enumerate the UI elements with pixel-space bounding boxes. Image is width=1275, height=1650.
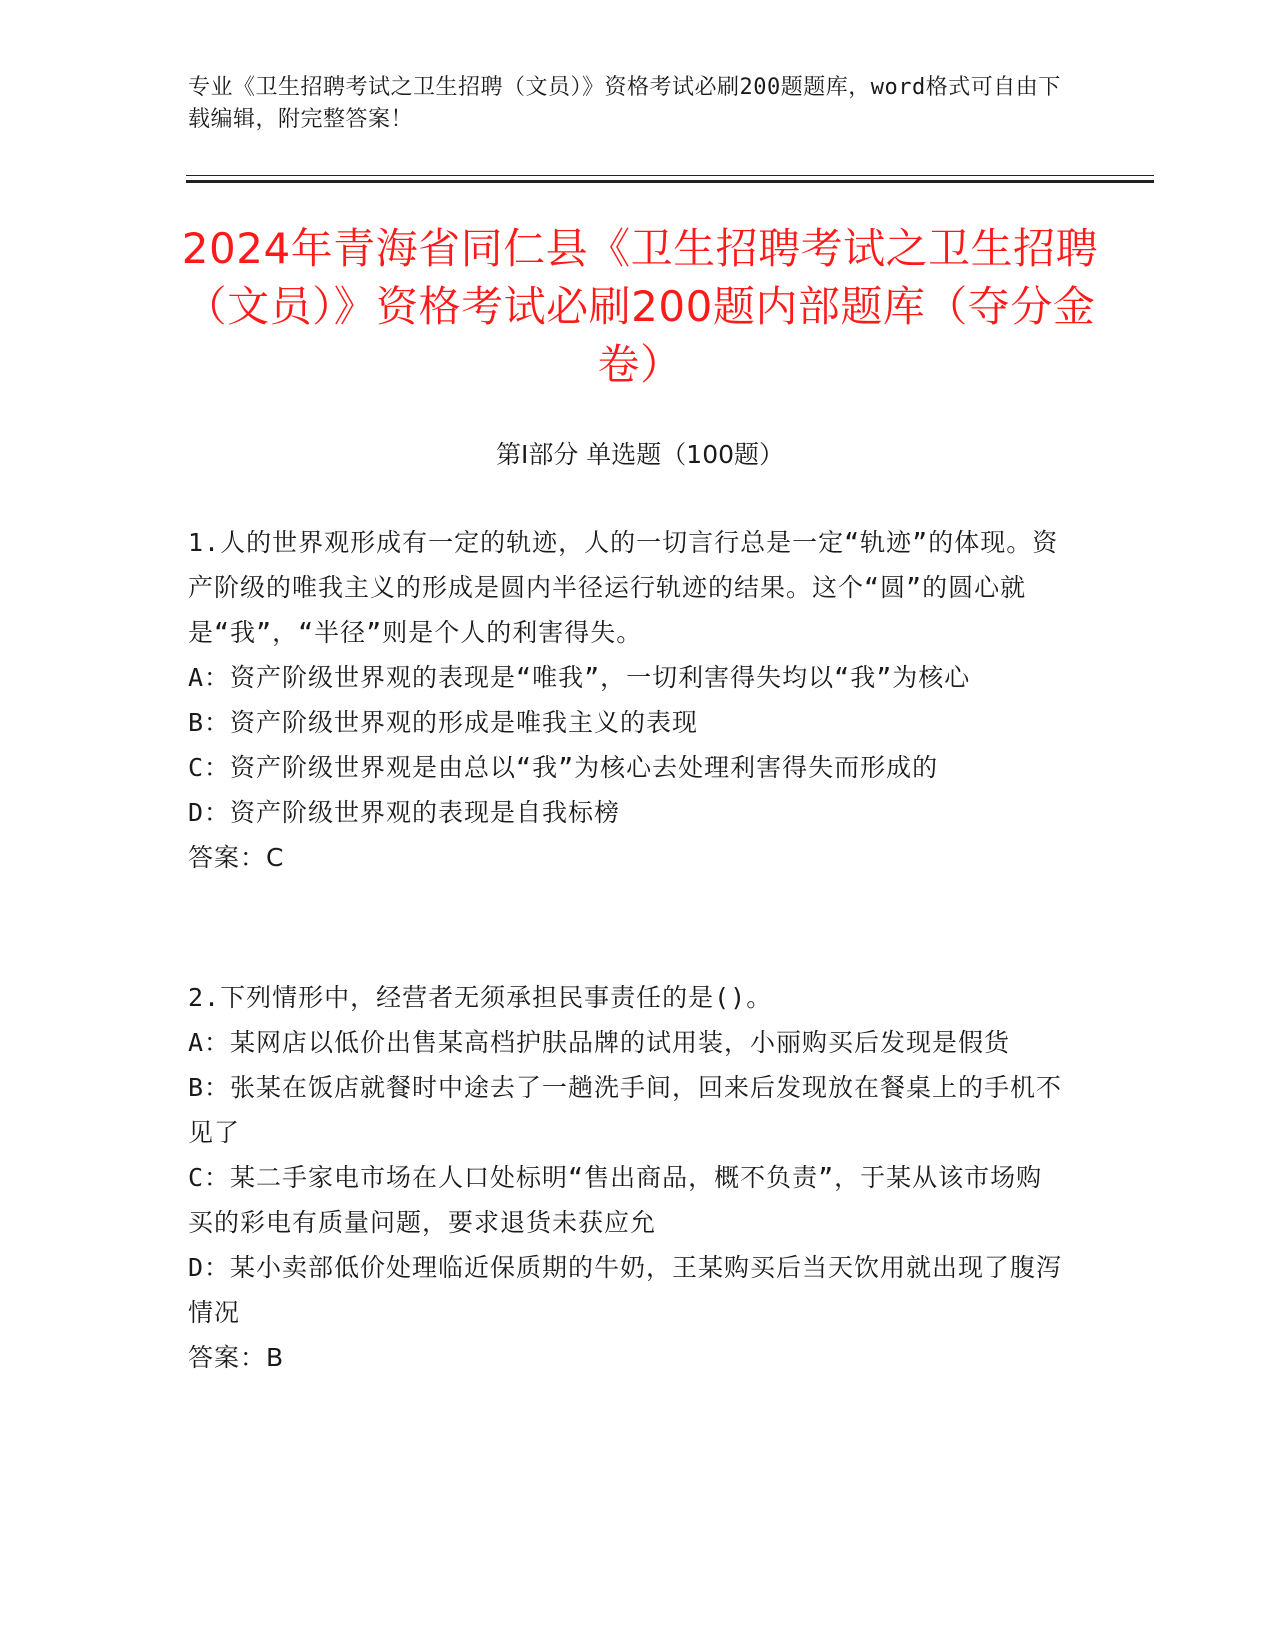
answer: 答案：B xyxy=(188,1343,285,1372)
header-divider-thick xyxy=(186,180,1154,183)
section-title: 第Ⅰ部分 单选题（100题） xyxy=(495,440,785,469)
option-d: D：资产阶级世界观的表现是自我标榜 xyxy=(188,798,621,827)
document-title: 2024年青海省同仁县《卫生招聘考试之卫生招聘（文员）》资格考试必刷200题内部题库（夺分金卷） xyxy=(181,224,1099,389)
header-note: 专业《卫生招聘考试之卫生招聘（文员）》资格考试必刷200题题库，word格式可自由下载编辑，附完整答案！ xyxy=(188,75,1061,132)
question-2 xyxy=(188,975,1068,1380)
option-c: C：资产阶级世界观是由总以“我”为核心去处理利害得失而形成的 xyxy=(188,753,939,782)
option-c: C：某二手家电市场在人口处标明“售出商品，概不负责”，于某从该市场购买的彩电有质量问题，要求退货未获应允 xyxy=(188,1163,1043,1237)
question-stem: 1.人的世界观形成有一定的轨迹，人的一切言行总是一定“轨迹”的体现。资产阶级的唯我主义的形成是圆内半径运行轨迹的结果。这个“圆”的圆心就是“我”，“半径”则是个人的利害得失。 xyxy=(188,528,1059,647)
question-1 xyxy=(188,520,1068,880)
question-stem: 2.下列情形中，经营者无须承担民事责任的是()。 xyxy=(188,983,773,1012)
header-divider-thin xyxy=(186,175,1154,176)
option-a: A：某网店以低价出售某高档护肤品牌的试用装，小丽购买后发现是假货 xyxy=(188,1028,1011,1057)
option-b: B：资产阶级世界观的形成是唯我主义的表现 xyxy=(188,708,699,737)
option-d: D：某小卖部低价处理临近保质期的牛奶，王某购买后当天饮用就出现了腹泻情况 xyxy=(188,1253,1063,1327)
option-b: B：张某在饭店就餐时中途去了一趟洗手间，回来后发现放在餐桌上的手机不见了 xyxy=(188,1073,1063,1147)
option-a: A：资产阶级世界观的表现是“唯我”，一切利害得失均以“我”为核心 xyxy=(188,663,971,692)
answer: 答案：C xyxy=(188,843,285,872)
